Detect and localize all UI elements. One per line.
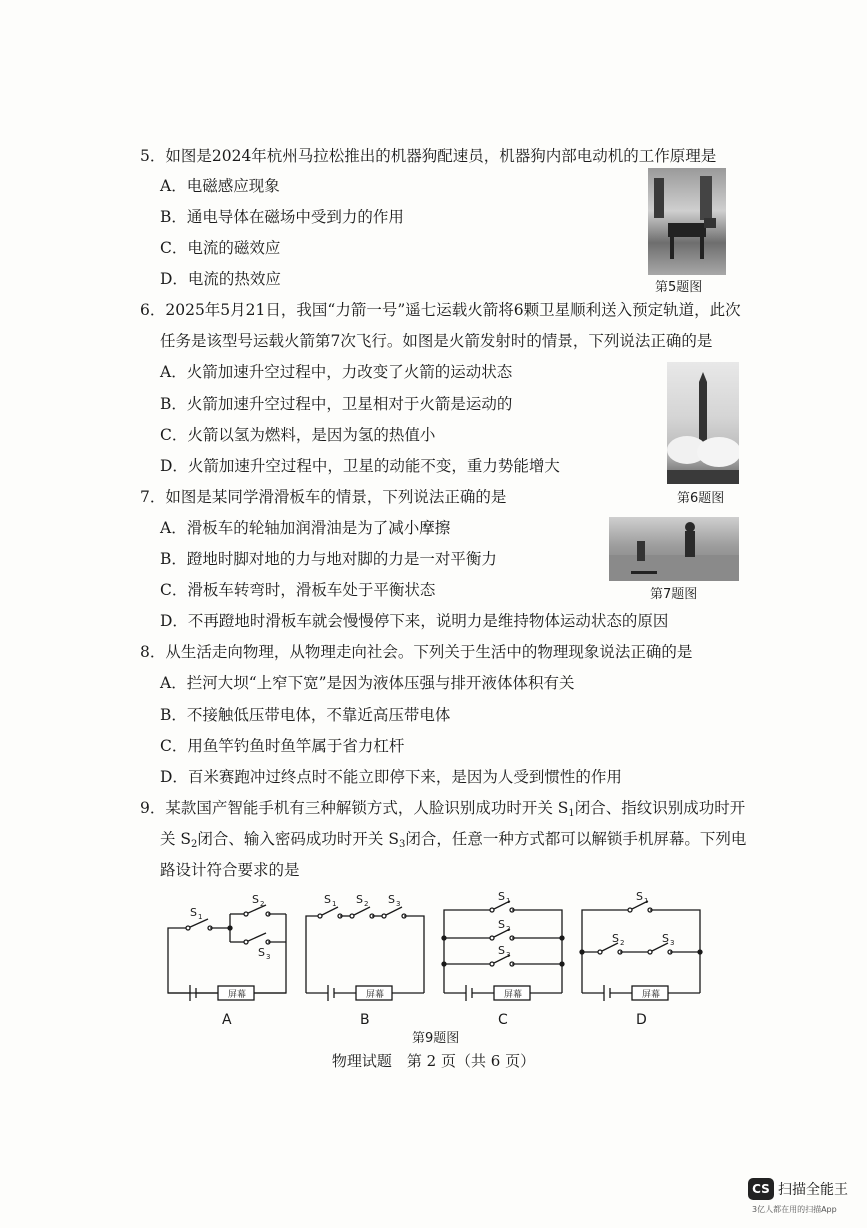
camscanner-logo-icon: CS [748, 1178, 774, 1200]
svg-text:S: S [388, 893, 395, 906]
scooter-photo [609, 517, 739, 581]
circuit-diagrams [160, 886, 720, 1026]
q6-option-d: D．火箭加速升空过程中，卫星的动能不变，重力势能增大 [160, 457, 560, 475]
svg-text:S: S [498, 944, 505, 957]
q9-stem-line1: 9．某款国产智能手机有三种解锁方式，人脸识别成功时开关 $S_1$闭合、指纹识别成功时开 [140, 799, 746, 819]
q6-caption: 第6题图 [677, 491, 725, 506]
svg-text:1: 1 [198, 913, 203, 921]
label-a-s1: S [190, 906, 197, 919]
q5-option-a: A．电磁感应现象 [160, 177, 280, 195]
circuit-d [580, 901, 702, 1001]
svg-text:S: S [498, 890, 505, 903]
brand-name: 扫描全能王 [778, 1182, 848, 1198]
svg-text:屏幕: 屏幕 [366, 990, 385, 1000]
q9-stem-line3: 路设计符合要求的是 [160, 861, 300, 879]
svg-text:S: S [636, 890, 643, 903]
svg-text:S: S [662, 932, 669, 945]
brand-slogan: 3亿人都在用的扫描App [752, 1205, 837, 1214]
q5-option-d: D．电流的热效应 [160, 270, 281, 288]
q5-option-b: B．通电导体在磁场中受到力的作用 [160, 208, 404, 226]
q9-caption: 第9题图 [412, 1031, 460, 1046]
svg-text:S: S [498, 918, 505, 931]
q7-option-c: C．滑板车转弯时，滑板车处于平衡状态 [160, 581, 436, 599]
q5-option-c: C．电流的磁效应 [160, 239, 281, 257]
q7-caption: 第7题图 [650, 587, 698, 602]
svg-text:3: 3 [266, 953, 271, 961]
circuit-b [306, 907, 424, 1001]
label-a-screen: 屏幕 [228, 990, 247, 1000]
scanner-watermark [748, 1178, 848, 1214]
q6-option-c: C．火箭以氢为燃料，是因为氢的热值小 [160, 426, 436, 444]
page-footer: 物理试题 第 2 页（共 6 页） [331, 1052, 536, 1070]
rocket-launch-photo [667, 362, 739, 484]
q7-option-a: A．滑板车的轮轴加润滑油是为了减小摩擦 [160, 519, 451, 537]
label-c: C [498, 1012, 508, 1026]
q8-option-a: A．拦河大坝“上窄下宽”是因为液体压强与排开液体体积有关 [160, 674, 575, 692]
q6-stem-line2: 任务是该型号运载火箭第7次飞行。如图是火箭发射时的情景，下列说法正确的是 [160, 332, 713, 350]
q8-stem: 8．从生活走向物理，从物理走向社会。下列关于生活中的物理现象说法正确的是 [140, 643, 693, 661]
q6-option-b: B．火箭加速升空过程中，卫星相对于火箭是运动的 [160, 395, 513, 413]
label-d: D [636, 1012, 647, 1026]
svg-text:S: S [324, 893, 331, 906]
q5-stem: 5．如图是2024年杭州马拉松推出的机器狗配速员，机器狗内部电动机的工作原理是 [140, 147, 717, 165]
q6-option-a: A．火箭加速升空过程中，力改变了火箭的运动状态 [160, 363, 513, 381]
q7-option-b: B．蹬地时脚对地的力与地对脚的力是一对平衡力 [160, 550, 497, 568]
label-a-s3: S [258, 946, 265, 959]
q9-stem-line2: 关 $S_2$闭合、输入密码成功时开关 $S_3$闭合，任意一种方式都可以解锁手机屏幕。下列电 [160, 830, 747, 850]
svg-text:屏幕: 屏幕 [504, 990, 523, 1000]
label-a: A [222, 1012, 232, 1026]
robot-dog-photo [648, 168, 726, 275]
svg-text:1: 1 [332, 900, 337, 908]
svg-text:1: 1 [644, 897, 649, 905]
label-a-s2: S [252, 893, 259, 906]
svg-text:3: 3 [396, 900, 401, 908]
q7-option-d: D．不再蹬地时滑板车就会慢慢停下来，说明力是维持物体运动状态的原因 [160, 612, 669, 630]
svg-text:3: 3 [506, 951, 511, 959]
q8-option-b: B．不接触低压带电体，不靠近高压带电体 [160, 706, 451, 724]
svg-text:S: S [612, 932, 619, 945]
svg-text:2: 2 [364, 900, 369, 908]
q7-stem: 7．如图是某同学滑滑板车的情景，下列说法正确的是 [140, 488, 507, 506]
svg-text:屏幕: 屏幕 [642, 990, 661, 1000]
svg-text:1: 1 [506, 897, 511, 905]
label-b: B [360, 1012, 370, 1026]
svg-text:S: S [356, 893, 363, 906]
svg-text:2: 2 [260, 900, 265, 908]
q8-option-c: C．用鱼竿钓鱼时鱼竿属于省力杠杆 [160, 737, 405, 755]
svg-text:3: 3 [670, 939, 675, 947]
svg-text:2: 2 [620, 939, 625, 947]
q5-caption: 第5题图 [655, 280, 703, 295]
q8-option-d: D．百米赛跑冲过终点时不能立即停下来，是因为人受到惯性的作用 [160, 768, 622, 786]
svg-text:2: 2 [506, 925, 511, 933]
q6-stem-line1: 6．2025年5月21日，我国“力箭一号”遥七运载火箭将6颗卫星顺利送入预定轨道，此次 [140, 301, 741, 319]
